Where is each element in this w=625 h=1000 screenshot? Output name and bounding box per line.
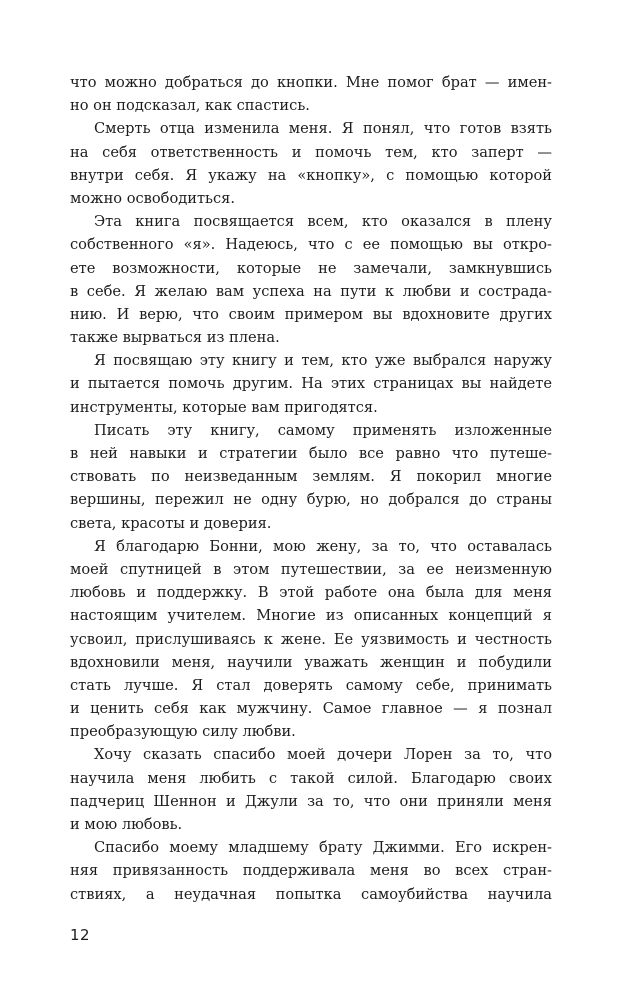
text-line: Я посвящаю эту книгу и тем, кто уже выбрался наружу bbox=[94, 352, 552, 370]
text-line: в себе. Я желаю вам успеха на пути к любви и сострада- bbox=[70, 282, 552, 300]
text-line: ете возможности, которые не замечали, замкнувшись bbox=[70, 259, 552, 277]
text-line: нию. И верю, что своим примером вы вдохновите других bbox=[70, 305, 552, 323]
text-line: вдохновили меня, научили уважать женщин и побудили bbox=[70, 653, 552, 671]
text-line: на себя ответственность и помочь тем, кто заперт — bbox=[70, 143, 552, 161]
text-line: настоящим учителем. Многие из описанных концепций я bbox=[70, 607, 552, 625]
text-line: Смерть отца изменила меня. Я понял, что готов взять bbox=[94, 120, 552, 138]
text-line: падчериц Шеннон и Джули за то, что они приняли меня bbox=[70, 792, 552, 810]
text-line: Я благодарю Бонни, мою жену, за то, что оставалась bbox=[94, 537, 552, 555]
text-line: Писать эту книгу, самому применять изложенные bbox=[94, 421, 552, 439]
body-text bbox=[70, 71, 552, 906]
text-line: что можно добраться до кнопки. Мне помог брат — имен- bbox=[70, 74, 552, 91]
text-line: преобразующую силу любви. bbox=[70, 723, 296, 741]
text-line: Хочу сказать спасибо моей дочери Лорен за то, что bbox=[94, 746, 552, 764]
text-line: и пытается помочь другим. На этих страницах вы найдете bbox=[70, 375, 552, 393]
text-line: инструменты, которые вам пригодятся. bbox=[70, 398, 378, 416]
text-line: усвоил, прислушиваясь к жене. Ее уязвимость и честность bbox=[70, 630, 552, 648]
text-line: но он подсказал, как спастись. bbox=[70, 97, 310, 115]
text-line: любовь и поддержку. В этой работе она была для меня bbox=[70, 584, 552, 602]
text-line: вершины, пережил не одну бурю, но добрался до страны bbox=[70, 491, 552, 509]
text-line: можно освободиться. bbox=[70, 189, 235, 207]
text-line: моей спутницей в этом путешествии, за ее неизменную bbox=[70, 560, 552, 578]
text-line: Спасибо моему младшему брату Джимми. Его искрен- bbox=[94, 839, 552, 857]
text-line: света, красоты и доверия. bbox=[70, 514, 272, 532]
text-line: Эта книга посвящается всем, кто оказался в плену bbox=[94, 213, 552, 231]
text-line: и ценить себя как мужчину. Самое главное — я познал bbox=[70, 700, 552, 718]
text-line: ствовать по неизведанным землям. Я покорил многие bbox=[70, 468, 552, 486]
text-line: внутри себя. Я укажу на «кнопку», с помощью которой bbox=[70, 166, 552, 184]
text-line: также вырваться из плена. bbox=[70, 329, 280, 347]
text-line: научила меня любить с такой силой. Благодарю своих bbox=[70, 769, 552, 787]
text-line: стать лучше. Я стал доверять самому себе, принимать bbox=[70, 676, 552, 694]
text-line: в ней навыки и стратегии было все равно что путеше- bbox=[70, 445, 552, 462]
page-number: 12 bbox=[70, 926, 91, 944]
text-line: собственного «я». Надеюсь, что с ее помощью вы откро- bbox=[70, 236, 552, 254]
text-line: няя привязанность поддерживала меня во всех стран- bbox=[70, 862, 552, 880]
text-line: ствиях, а неудачная попытка самоубийства научила bbox=[70, 885, 552, 903]
text-line: и мою любовь. bbox=[70, 816, 183, 833]
